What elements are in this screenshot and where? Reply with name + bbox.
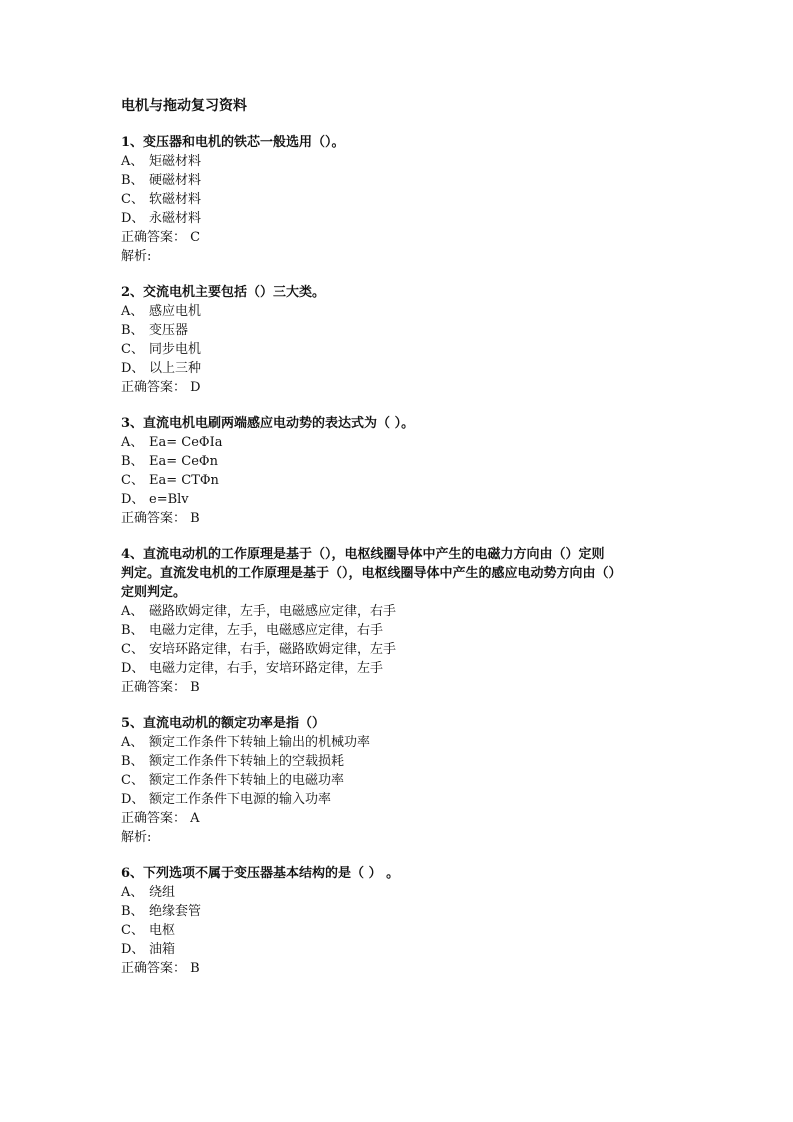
answer-label: 正确答案：	[121, 811, 187, 826]
option-letter: D、	[121, 792, 145, 807]
answer-label: 正确答案：	[121, 961, 187, 976]
question-stem-line: 定则判定。	[121, 585, 187, 600]
answer-line	[121, 959, 681, 978]
option-text: 电枢	[149, 923, 176, 938]
option-d	[121, 359, 681, 378]
answer-label: 正确答案：	[121, 511, 187, 526]
option-c	[121, 471, 681, 490]
answer-label: 正确答案：	[121, 680, 187, 695]
question-stem-line: 4、直流电动机的工作原理是基于（），电枢线圈导体中产生的电磁力方向由（）定则	[121, 547, 605, 562]
option-letter: A、	[121, 885, 144, 900]
option-text: 绕组	[149, 885, 176, 900]
answer-value: D	[190, 380, 201, 395]
question-4	[121, 545, 681, 697]
analysis-label: 解析:	[121, 830, 152, 845]
option-text: Ea= CeΦn	[149, 454, 218, 469]
answer-line	[121, 228, 681, 247]
option-d	[121, 790, 681, 809]
option-b	[121, 171, 681, 190]
analysis-label: 解析:	[121, 249, 152, 264]
option-d	[121, 659, 681, 678]
option-c	[121, 340, 681, 359]
option-a	[121, 733, 681, 752]
answer-line	[121, 678, 681, 697]
answer-line	[121, 378, 681, 397]
option-letter: B、	[121, 454, 144, 469]
question-2	[121, 283, 681, 397]
option-text: Ea= CeΦIa	[149, 435, 223, 450]
option-d	[121, 490, 681, 509]
option-letter: B、	[121, 623, 144, 638]
document-title: 电机与拖动复习资料	[121, 98, 247, 114]
option-text: 额定工作条件下电源的输入功率	[149, 792, 332, 807]
answer-value: B	[190, 511, 200, 526]
option-text: 安培环路定律，右手，磁路欧姆定律，左手	[149, 642, 397, 657]
option-letter: C、	[121, 473, 144, 488]
question-6	[121, 864, 681, 978]
option-text: 软磁材料	[149, 192, 202, 207]
option-c	[121, 190, 681, 209]
option-d	[121, 940, 681, 959]
option-text: 变压器	[149, 323, 189, 338]
question-stem: 6、下列选项不属于变压器基本结构的是（ ） 。	[121, 866, 400, 881]
option-text: Ea= CTΦn	[149, 473, 219, 488]
option-text: 矩磁材料	[149, 154, 202, 169]
option-text: 绝缘套管	[149, 904, 202, 919]
question-stem: 3、直流电机电刷两端感应电动势的表达式为（ ）。	[121, 416, 415, 431]
answer-label: 正确答案：	[121, 230, 187, 245]
option-letter: B、	[121, 754, 144, 769]
option-text: 电磁力定律，右手，安培环路定律，左手	[149, 661, 384, 676]
answer-value: A	[190, 811, 200, 826]
answer-value: C	[190, 230, 201, 245]
option-b	[121, 752, 681, 771]
option-b	[121, 321, 681, 340]
option-a	[121, 602, 681, 621]
answer-label: 正确答案：	[121, 380, 187, 395]
option-letter: B、	[121, 904, 144, 919]
option-letter: A、	[121, 735, 144, 750]
option-b	[121, 902, 681, 921]
option-text: 磁路欧姆定律，左手，电磁感应定律，右手	[149, 604, 397, 619]
option-letter: A、	[121, 435, 144, 450]
option-text: 硬磁材料	[149, 173, 202, 188]
option-text: 油箱	[149, 942, 176, 957]
option-a	[121, 152, 681, 171]
option-b	[121, 452, 681, 471]
option-letter: D、	[121, 661, 145, 676]
answer-value: B	[190, 961, 200, 976]
option-letter: D、	[121, 361, 145, 376]
option-text: 额定工作条件下转轴上输出的机械功率	[149, 735, 371, 750]
question-stem: 2、交流电机主要包括（）三大类。	[121, 285, 326, 300]
answer-value: B	[190, 680, 200, 695]
option-letter: D、	[121, 942, 145, 957]
option-text: e=Blv	[149, 492, 189, 507]
option-letter: D、	[121, 492, 145, 507]
option-letter: D、	[121, 211, 145, 226]
answer-line	[121, 509, 681, 528]
option-b	[121, 621, 681, 640]
option-text: 电磁力定律，左手，电磁感应定律，右手	[149, 623, 384, 638]
option-letter: B、	[121, 323, 144, 338]
document-page	[121, 96, 681, 995]
option-letter: A、	[121, 304, 144, 319]
option-letter: A、	[121, 154, 144, 169]
option-c	[121, 921, 681, 940]
option-text: 额定工作条件下转轴上的电磁功率	[149, 773, 345, 788]
option-text: 感应电机	[149, 304, 202, 319]
answer-line	[121, 809, 681, 828]
question-stem: 1、变压器和电机的铁芯一般选用（）。	[121, 135, 345, 150]
option-letter: B、	[121, 173, 144, 188]
option-letter: C、	[121, 642, 144, 657]
question-stem-line: 判定。直流发电机的工作原理是基于（），电枢线圈导体中产生的感应电动势方向由（）	[121, 566, 622, 581]
option-letter: C、	[121, 342, 144, 357]
option-a	[121, 883, 681, 902]
question-1	[121, 133, 681, 266]
option-letter: A、	[121, 604, 144, 619]
option-text: 额定工作条件下转轴上的空载损耗	[149, 754, 345, 769]
option-a	[121, 302, 681, 321]
question-3	[121, 414, 681, 528]
question-stem: 5、直流电动机的额定功率是指（）	[121, 716, 326, 731]
option-text: 同步电机	[149, 342, 202, 357]
option-d	[121, 209, 681, 228]
option-letter: C、	[121, 923, 144, 938]
option-c	[121, 640, 681, 659]
option-a	[121, 433, 681, 452]
option-text: 以上三种	[149, 361, 202, 376]
option-letter: C、	[121, 773, 144, 788]
option-text: 永磁材料	[149, 211, 202, 226]
option-c	[121, 771, 681, 790]
question-5	[121, 714, 681, 847]
option-letter: C、	[121, 192, 144, 207]
